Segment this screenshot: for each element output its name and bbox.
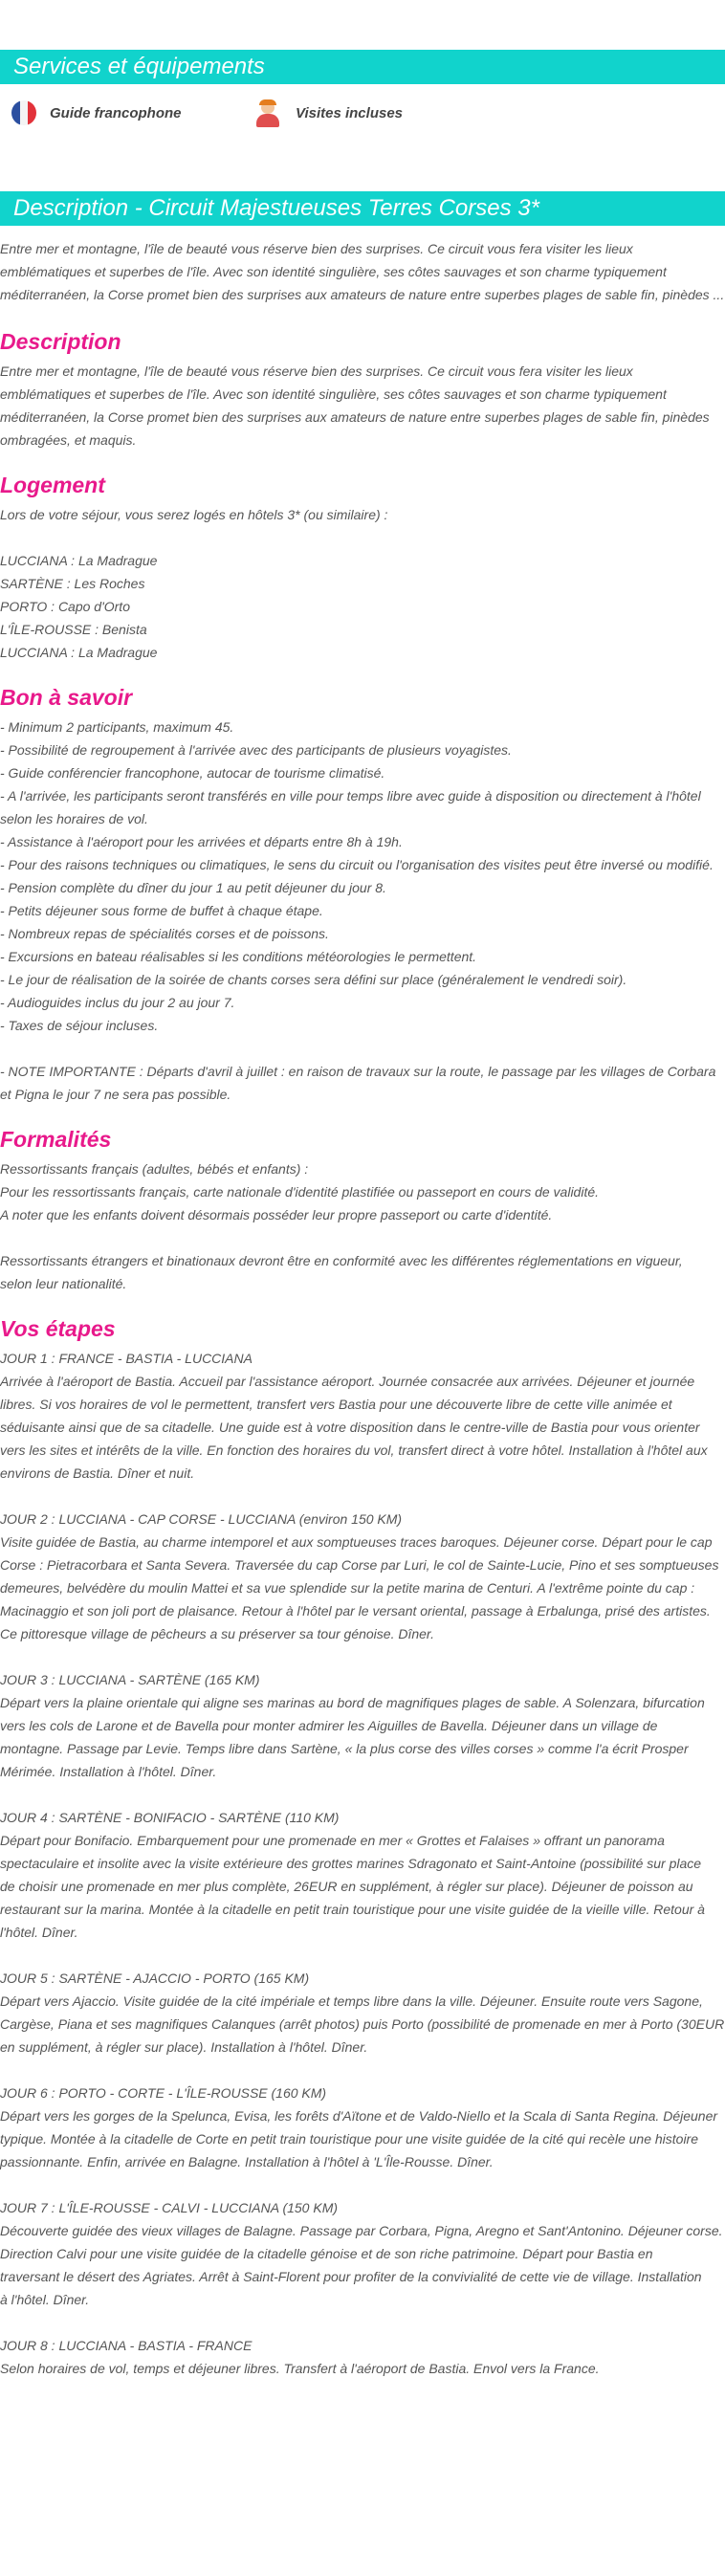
text-line: JOUR 1 : FRANCE - BASTIA - LUCCIANA — [0, 1351, 253, 1366]
text-line: Départ vers la plaine orientale qui aligne ses marinas au bord de magnifiques plages de sable. A Solenzara, bifurcation — [0, 1695, 705, 1710]
text-line: environs de Bastia. Dîner et nuit. — [0, 1465, 195, 1481]
text-line: - Le jour de réalisation de la soirée de chants corses sera défini sur place (généralement le vendredi soir). — [0, 972, 627, 987]
text-line: A noter que les enfants doivent désormais posséder leur propre passeport ou carte d'identité. — [0, 1207, 553, 1222]
tour-guide-icon — [253, 99, 282, 127]
text-line: LUCCIANA : La Madrague — [0, 553, 158, 568]
logement-text — [0, 503, 725, 664]
text-line: vers les cols de Larone et de Bavella pour monter admirer les Aiguilles de Bavella. Déjeuner dans un village de — [0, 1718, 658, 1733]
text-line: JOUR 3 : LUCCIANA - SARTÈNE (165 KM) — [0, 1672, 260, 1687]
text-line: Entre mer et montagne, l'île de beauté vous réserve bien des surprises. Ce circuit vous fera visiter les lieux — [0, 363, 633, 379]
text-line: Départ vers Ajaccio. Visite guidée de la cité impériale et temps libre dans la ville. Déjeuner. Ensuite route vers Sagone, — [0, 1993, 703, 2009]
text-line — [0, 2311, 725, 2334]
feature-guide-francophone — [11, 84, 182, 142]
feature-visites-incluses — [253, 84, 403, 142]
text-line — [0, 1944, 725, 1967]
text-line: JOUR 6 : PORTO - CORTE - L'ÎLE-ROUSSE (160 KM) — [0, 2085, 327, 2101]
services-title: Services et équipements — [13, 54, 265, 79]
text-line: LUCCIANA : La Madrague — [0, 645, 158, 660]
text-line: passionnante. Enfin, arrivée en Balagne. Installation à l'hôtel à 'L'Île-Rousse. Dîner. — [0, 2154, 494, 2169]
text-line: emblématiques et superbes de l'île. Avec son identité singulière, ses côtes sauvages et son charme typiquement — [0, 264, 667, 279]
text-line: - Petits déjeuner sous forme de buffet à chaque étape. — [0, 903, 323, 918]
text-line: JOUR 4 : SARTÈNE - BONIFACIO - SARTÈNE (110 KM) — [0, 1810, 340, 1825]
text-line: traversant le désert des Agriates. Arrêt à Saint-Florent pour profiter de la convivialité de cette vie de village. Installation — [0, 2269, 702, 2284]
text-line: - Possibilité de regroupement à l'arrivée avec des participants de plusieurs voyagistes. — [0, 742, 512, 758]
text-line: Mérimée. Installation à l'hôtel. Dîner. — [0, 1764, 217, 1779]
feature-label: Visites incluses — [296, 104, 404, 121]
text-line: typique. Montée à la citadelle de Corte en petit train touristique pour une visite guidée de la cité qui recèle une histoire — [0, 2131, 699, 2147]
text-line: PORTO : Capo d'Orto — [0, 599, 130, 614]
text-line: selon les horaires de vol. — [0, 811, 148, 826]
text-line: Ressortissants français (adultes, bébés et enfants) : — [0, 1161, 309, 1177]
intro-text — [0, 237, 725, 306]
text-line: demeures, belvédère du moulin Mattei et sa vue splendide sur la petite marina de Centuri. A l'extrême pointe du cap : — [0, 1580, 695, 1596]
text-line: Macinaggio et son joli port de plaisance. Retour à l'hôtel par le versant oriental, passage à Erbalunga, prisé des artistes. — [0, 1603, 711, 1618]
text-line: restaurant sur la marina. Montée à la citadelle en petit train touristique pour une visite guidée de la vieille ville. Retour à — [0, 1902, 705, 1917]
section-heading-logement: Logement — [0, 473, 105, 497]
text-line: Selon horaires de vol, temps et déjeuner libres. Transfert à l'aéroport de Bastia. Envol vers la France. — [0, 2361, 600, 2376]
text-line: Arrivée à l'aéroport de Bastia. Accueil par l'assistance aéroport. Journée consacrée aux arrivées. Déjeuner et journée — [0, 1374, 695, 1389]
text-line: méditerranéen, la Corse promet bien des surprises aux amateurs de nature entre superbes plages de sable fin, pinèdes — [0, 409, 710, 425]
text-line: vers les sites et intérêts de la ville. En fonction des horaires du vol, transfert direct à votre hôtel. Installation à l'hôtel aux — [0, 1442, 708, 1458]
text-line: JOUR 7 : L'ÎLE-ROUSSE - CALVI - LUCCIANA (150 KM) — [0, 2200, 339, 2215]
text-line: Découverte guidée des vieux villages de Balagne. Passage par Corbara, Pigna, Aregno et Sant'Antonino. Déjeuner corse. — [0, 2223, 723, 2238]
text-line: libres. Si vos horaires de vol le permettent, transfert vers Bastia pour une découverte libre de cette ville animée et — [0, 1397, 672, 1412]
text-line: - Pour des raisons techniques ou climatiques, le sens du circuit ou l'organisation des visites peut être inversé ou modifié. — [0, 857, 714, 872]
text-line: JOUR 5 : SARTÈNE - AJACCIO - PORTO (165 KM) — [0, 1971, 310, 1986]
text-line: méditerranéen, la Corse promet bien des surprises aux amateurs de nature entre superbes plages de sable fin, pinèdes ... — [0, 287, 725, 302]
text-line: JOUR 2 : LUCCIANA - CAP CORSE - LUCCIANA (environ 150 KM) — [0, 1511, 403, 1527]
text-line: Pour les ressortissants français, carte nationale d'identité plastifiée ou passeport en cours de validité. — [0, 1184, 600, 1200]
text-line: à l'hôtel. Dîner. — [0, 2292, 90, 2307]
text-line: en supplément, à régler sur place). Installation à l'hôtel. Dîner. — [0, 2039, 368, 2055]
text-line: de choisir une promenade en mer plus complète, 26EUR en supplément, à régler sur place). Déjeuner de poisson au — [0, 1879, 693, 1894]
text-line: - Assistance à l'aéroport pour les arrivées et départs entre 8h à 19h. — [0, 834, 403, 849]
text-line: ombragées, et maquis. — [0, 432, 137, 448]
text-line: - Guide conférencier francophone, autocar de tourisme climatisé. — [0, 765, 385, 781]
text-line — [0, 1783, 725, 1806]
text-line: Visite guidée de Bastia, au charme intemporel et aux somptueuses traces baroques. Déjeuner corse. Départ pour le cap — [0, 1534, 713, 1550]
description-text — [0, 360, 725, 451]
text-line: - A l'arrivée, les participants seront transférés en ville pour temps libre avec guide à disposition ou directement à l'hôtel — [0, 788, 701, 804]
text-line: Direction Calvi pour une visite guidée de la citadelle génoise et de son riche patrimoine. Départ pour Bastia en — [0, 2246, 653, 2261]
text-line: montagne. Passage par Levie. Temps libre dans Sartène, « la plus corse des villes corses » comme l'a écrit Prosper — [0, 1741, 689, 1756]
text-line: séduisante ainsi que de sa citadelle. Une guide est à votre disposition dans le centre-ville de Bastia pour vous orienter — [0, 1420, 700, 1435]
section-heading-bon-a-savoir: Bon à savoir — [0, 685, 133, 710]
text-line: et Pigna le jour 7 ne sera pas possible. — [0, 1087, 231, 1102]
text-line: Lors de votre séjour, vous serez logés en hôtels 3* (ou similaire) : — [0, 507, 388, 522]
text-line: - Excursions en bateau réalisables si les conditions météorologies le permettent. — [0, 949, 477, 964]
text-line — [0, 2173, 725, 2196]
section-heading-description: Description — [0, 329, 121, 354]
bon-a-savoir-text — [0, 716, 725, 1106]
text-line: - Taxes de séjour incluses. — [0, 1018, 159, 1033]
text-line: selon leur nationalité. — [0, 1276, 127, 1291]
text-line: Corse : Pietracorbara et Santa Severa. Traversée du cap Corse par Luri, le col de Sainte-Lucie, Pino et ses somptueuses — [0, 1557, 719, 1573]
text-line: - Minimum 2 participants, maximum 45. — [0, 719, 234, 735]
services-title-band — [0, 50, 725, 84]
text-line: l'hôtel. Dîner. — [0, 1925, 78, 1940]
feature-label: Guide francophone — [50, 104, 182, 121]
text-line: L'ÎLE-ROUSSE : Benista — [0, 622, 147, 637]
description-title: Description - Circuit Majestueuses Terres Corses 3* — [13, 195, 539, 221]
text-line: - NOTE IMPORTANTE : Départs d'avril à juillet : en raison de travaux sur la route, le passage par les villages de Corbara — [0, 1064, 716, 1079]
etapes-text — [0, 1347, 725, 2380]
text-line: Départ pour Bonifacio. Embarquement pour une promenade en mer « Grottes et Falaises » offrant un panorama — [0, 1833, 665, 1848]
text-line: - Nombreux repas de spécialités corses et de poissons. — [0, 926, 329, 941]
text-line — [0, 1037, 725, 1060]
features-row — [0, 84, 725, 142]
text-line: emblématiques et superbes de l'île. Avec son identité singulière, ses côtes sauvages et son charme typiquement — [0, 386, 667, 402]
french-flag-icon — [11, 100, 36, 125]
section-heading-formalites: Formalités — [0, 1127, 112, 1152]
section-heading-etapes: Vos étapes — [0, 1316, 116, 1341]
formalites-text — [0, 1157, 725, 1295]
text-line: Ce pittoresque village de pêcheurs a su préserver sa tour génoise. Dîner. — [0, 1626, 434, 1641]
text-line: Ressortissants étrangers et binationaux devront être en conformité avec les différentes réglementations en vigueur, — [0, 1253, 683, 1268]
text-line: - Audioguides inclus du jour 2 au jour 7. — [0, 995, 235, 1010]
text-line — [0, 1485, 725, 1508]
text-line — [0, 2059, 725, 2081]
text-line: Entre mer et montagne, l'île de beauté vous réserve bien des surprises. Ce circuit vous fera visiter les lieux — [0, 241, 633, 256]
text-line — [0, 526, 725, 549]
text-line: Cargèse, Piana et ses magnifiques Calanques (arrêt photos) puis Porto (possibilité de promenade en mer à Porto (30EUR — [0, 2016, 725, 2032]
text-line: - Pension complète du dîner du jour 1 au petit déjeuner du jour 8. — [0, 880, 386, 895]
text-line — [0, 1226, 725, 1249]
text-line: Départ vers les gorges de la Spelunca, Evisa, les forêts d'Aïtone et de Valdo-Niello et la Scala di Santa Regina. Déjeuner — [0, 2108, 718, 2124]
text-line: spectaculaire et insolite avec la visite extérieure des grottes marines Sdragonato et Saint-Antoine (possibilité sur place — [0, 1856, 702, 1871]
description-title-band — [0, 191, 725, 226]
text-line — [0, 1645, 725, 1668]
text-line: JOUR 8 : LUCCIANA - BASTIA - FRANCE — [0, 2338, 253, 2353]
text-line: SARTÈNE : Les Roches — [0, 576, 145, 591]
